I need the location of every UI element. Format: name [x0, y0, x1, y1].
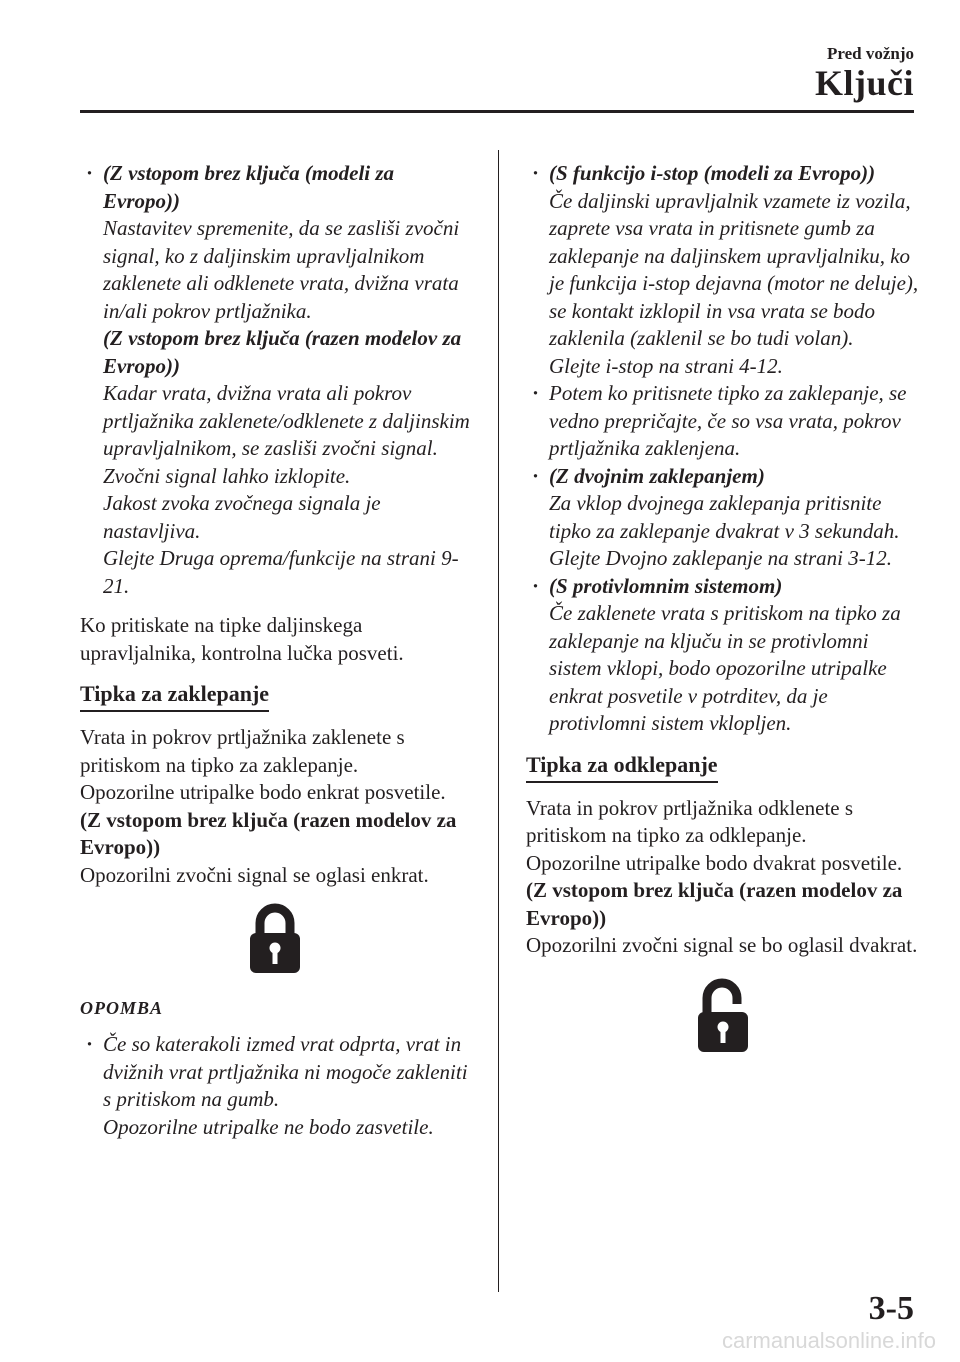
bullet-theft-deterrent	[526, 573, 920, 738]
column-divider	[498, 150, 499, 1292]
bullet-dot: ·	[86, 161, 94, 185]
bullet-keyless-beep	[80, 160, 470, 600]
bullet-dot: ·	[532, 463, 540, 488]
bullet-text: Kadar vrata, dvižna vrata ali pokrov prtljažnika zaklenete/odklenete z daljinskim upravljalnikom, se zasliši zvočni signal. Zvočni signal lahko izklopite.	[103, 381, 470, 488]
bullet-istop	[526, 160, 920, 380]
bullet-text: Nastavitev spremenite, da se zasliši zvočni signal, ko z daljinskim upravljalnikom zaklenete ali odklenete vrata, dvižna vrata in/ali pokrov prtljažnika.	[103, 216, 460, 323]
lock-closed-icon	[246, 901, 304, 975]
bullet-text: Jakost zvoka zvočnega signala je nastavljiva.	[103, 491, 381, 543]
bullet-text: Če daljinski upravljalnik vzamete iz vozila, zaprete vsa vrata in pritisnete gumb za zaklepanje na daljinskem upravljalniku, ko je funkcija i-stop dejavna (motor ne deluje), se kontakt izklopil in vsa vrata se bodo zaklenila (zaklenil se bo tudi volan).	[549, 188, 919, 350]
bullet-text: Če zaklenete vrata s pritiskom na tipko za zaklepanje na ključu in se protivlomni sistem vklopi, bodo opozorilne utripalke enkrat posvetile v potrditev, da je protivlomni sistem vklopljen.	[549, 601, 901, 735]
note-text: Če so katerakoli izmed vrat odprta, vrat in dvižnih vrat prtljažnika ni mogoče zakleniti s pritiskom na gumb.	[103, 1032, 468, 1111]
note-text: Opozorilne utripalke ne bodo zasvetile.	[103, 1114, 434, 1139]
bullet-dot: ·	[86, 1032, 94, 1056]
left-column	[80, 160, 470, 1141]
lock-text: Opozorilni zvočni signal se oglasi enkrat.	[80, 862, 429, 887]
page-number: 3-5	[868, 1290, 914, 1327]
header-rule	[80, 110, 914, 113]
bullet-heading: (Z vstopom brez ključa (modeli za Evropo))	[103, 161, 395, 213]
watermark: carmanualsonline.info	[721, 1328, 936, 1353]
bullet-text: Glejte Dvojno zaklepanje na strani 3-12.	[549, 546, 892, 570]
bullet-heading: (Z dvojnim zaklepanjem)	[549, 463, 765, 488]
unlock-text: Opozorilne utripalke bodo dvakrat posvetile.	[526, 850, 903, 875]
section-title: Pred vožnjo	[826, 44, 914, 63]
note-bullet	[80, 1031, 470, 1141]
unlock-text: Opozorilni zvočni signal se bo oglasil dvakrat.	[526, 933, 918, 957]
lock-text-heading: (Z vstopom brez ključa (razen modelov za Evropo))	[80, 807, 457, 859]
bullet-check-locked	[526, 380, 920, 463]
bullet-heading: (S protivlomnim sistemom)	[549, 573, 783, 598]
intro-paragraph: Ko pritiskate na tipke daljinskega upravljalnika, kontrolna lučka posveti.	[80, 613, 404, 665]
unlock-icon-wrap	[526, 976, 920, 1059]
lock-text: Opozorilne utripalke bodo enkrat posvetile.	[80, 780, 446, 804]
lock-text: Vrata in pokrov prtljažnika zaklenete s pritiskom na tipko za zaklepanje.	[80, 725, 405, 777]
lock-open-icon	[693, 976, 753, 1054]
note-title: OPOMBA	[80, 998, 164, 1018]
bullet-text: Potem ko pritisnete tipko za zaklepanje, se vedno prepričajte, če so vsa vrata, pokrov prtljažnika zaklenjena.	[549, 381, 907, 460]
bullet-heading: (Z vstopom brez ključa (razen modelov za Evropo))	[103, 326, 462, 378]
page-header	[0, 0, 960, 116]
chapter-title: Ključi	[815, 63, 914, 103]
bullet-dot: ·	[532, 161, 540, 185]
bullet-dot: ·	[532, 381, 540, 405]
unlock-text-heading: (Z vstopom brez ključa (razen modelov za Evropo))	[526, 878, 903, 930]
bullet-text: Glejte i-stop na strani 4-12.	[549, 353, 783, 378]
lock-icon-wrap	[80, 901, 470, 980]
bullet-heading: (S funkcijo i-stop (modeli za Evropo))	[549, 161, 876, 185]
bullet-dot: ·	[532, 573, 540, 598]
bullet-text: Glejte Druga oprema/funkcije na strani 9-21.	[103, 546, 459, 598]
bullet-double-lock	[526, 463, 920, 573]
unlock-text: Vrata in pokrov prtljažnika odklenete s pritiskom na tipko za odklepanje.	[526, 795, 854, 847]
lock-button-heading: Tipka za zaklepanje	[80, 679, 269, 712]
right-column	[526, 160, 920, 1059]
unlock-button-heading: Tipka za odklepanje	[526, 750, 718, 783]
bullet-text: Za vklop dvojnega zaklepanja pritisnite tipko za zaklepanje dvakrat v 3 sekundah.	[549, 491, 900, 543]
